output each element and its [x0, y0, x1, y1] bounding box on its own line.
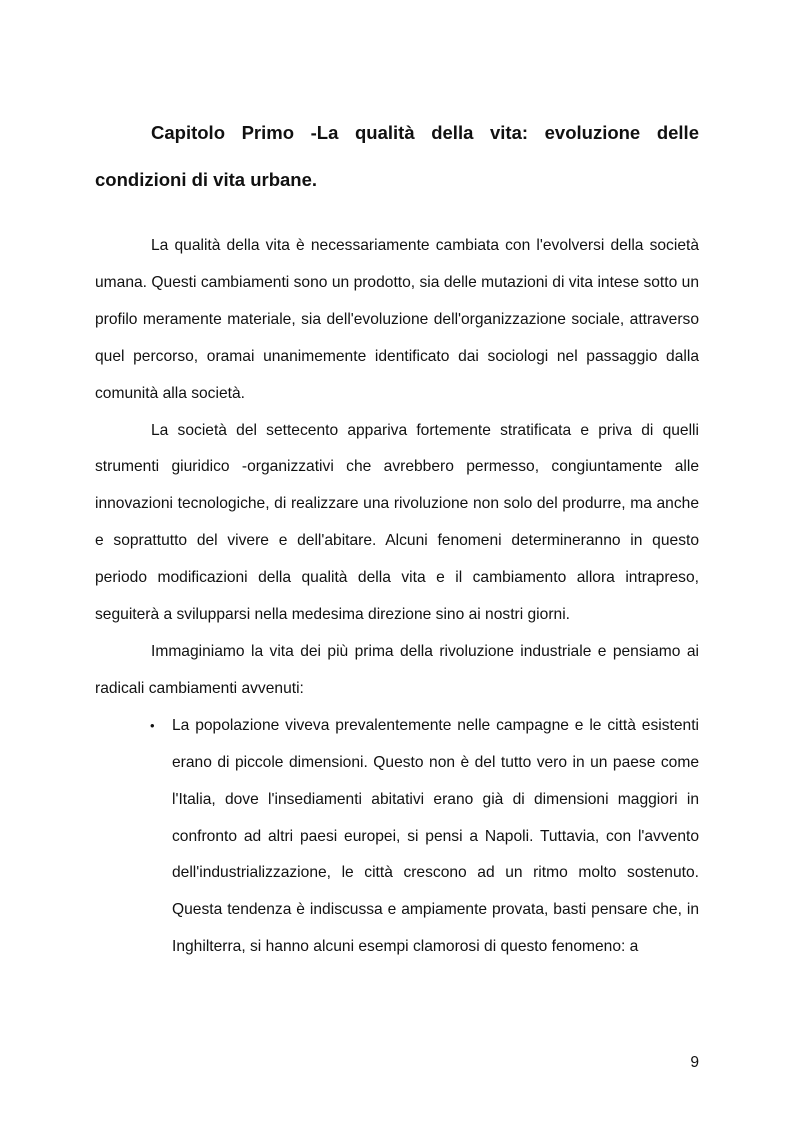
paragraph: La qualità della vita è necessariamente cambiata con l'evolversi della società umana. Questi cambiamenti sono un prodotto, sia delle mutazioni di vita intese sotto un profilo meramente materiale, sia dell'evoluzione dell'organizzazione sociale, attraverso quel percorso, oramai unanimemente identificato dai sociologi nel passaggio dalla comunità alla società.: [95, 237, 699, 402]
body-text: [95, 228, 699, 966]
paragraph: La società del settecento appariva fortemente stratificata e priva di quelli strumenti giuridico -organizzativi che avrebbero permesso, congiuntamente alle innovazioni tecnologiche, di realizzare una rivoluzione non solo del produrre, ma anche e soprattutto del vivere e dell'abitare. Alcuni fenomeni determineranno in questo periodo modificazioni della qualità della vita e il cambiamento allora intrapreso, seguiterà a svilupparsi nella medesima direzione sino ai nostri giorni.: [95, 421, 699, 624]
list-item-text: La popolazione viveva prevalentemente nelle campagne e le città esistenti erano di piccole dimensioni. Questo non è del tutto vero in un paese come l'Italia, dove l'insediamenti abitativi erano già di dimensioni maggiori in confronto ad altri paesi europei, si pensi a Napoli. Tuttavia, con l'avvento dell'industrializzazione, le città crescono ad un ritmo molto sostenuto. Questa tendenza è indiscussa e ampiamente provata, basti pensare che, in Inghilterra, si hanno alcuni esempi clamorosi di questo fenomeno: a: [172, 716, 699, 956]
list-item: [150, 708, 699, 966]
chapter-title: Capitolo Primo -La qualità della vita: evoluzione delle condizioni di vita urbane.: [95, 122, 699, 190]
paragraph: Immaginiamo la vita dei più prima della rivoluzione industriale e pensiamo ai radicali cambiamenti avvenuti:: [95, 642, 699, 697]
bullet-list: [95, 708, 699, 966]
page-number: 9: [690, 1054, 699, 1071]
bullet-icon: •: [150, 717, 155, 733]
